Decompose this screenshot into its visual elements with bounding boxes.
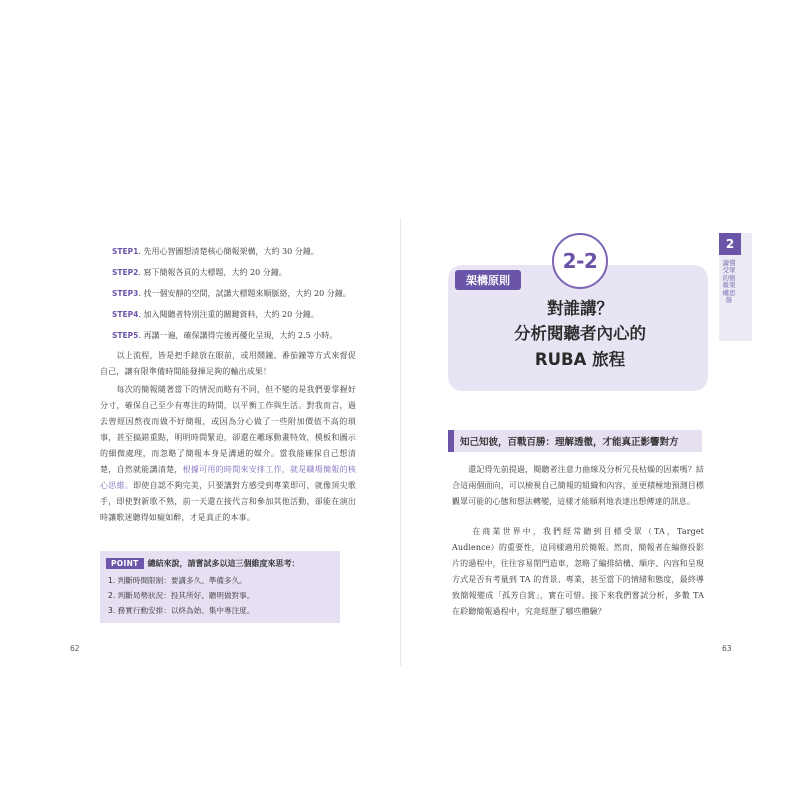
point-item: 2. 判斷局勢狀況：投其所好、聽明做對事。 [108,591,255,600]
step-text: . 先用心智圖想清楚核心簡報架構，大約 30 分鐘。 [138,247,319,256]
title-line: 對誰講？ [547,299,613,318]
step-tag: STEP2 [112,268,139,277]
body-paragraph: 還記得先前提過，閱聽者注意力曲線及分析冗長枯燥的因素嗎？結合這兩個面向，可以檢視自己簡報的組織和內容，並更積極地預測目標觀眾可能的心態和想法轉變，這樣才能順利地表達出想傳達的訊息。 [452,465,704,506]
step-item [112,288,372,309]
section-tag: 架構原則 [455,270,521,290]
step-text: . 再講一遍，確保講得完後再優化呈現，大約 2.5 小時。 [138,331,338,340]
step-list [112,246,372,351]
point-item: 1. 判斷時間限制：要講多久、準備多久。 [108,576,247,585]
step-text: . 找一個安靜的空間，試講大標題來順脈絡，大約 20 分鐘。 [138,289,351,298]
body-paragraph: 在商業世界中，我們經常聽到目標受眾（TA，Target Audience）的重要性，這同樣適用於簡報。然而，簡報者在編修投影片的過程中，往往容易閉門造車，忽略了編排結構、順序、內容和呈現方式是否有考量到 TA 的背景、專業，甚至當下的情緒和態度，最終導致簡報變成「孤芳自賞」，實在可惜。接下來我們嘗試分析，多數 TA 在聆聽簡報過程中，究竟經歷了哪些體驗？ [452,527,704,616]
step-tag: STEP5 [112,331,139,340]
body-paragraph [100,382,356,526]
step-item [112,246,372,267]
title-line: RUBA 旅程 [534,350,626,369]
chapter-number: 2 [719,233,741,255]
section-title [460,297,700,373]
chapter-label: 讀懂受眾的簡報架構思維 [722,259,736,305]
step-tag: STEP3 [112,289,139,298]
highlighted-text: 根據可用的時間來安排工作，就是職場簡報的核心思維。 [100,465,357,490]
step-text: . 加入閱聽者特別注重的關鍵資料，大約 20 分鐘。 [138,310,319,319]
step-tag: STEP4 [112,310,139,319]
point-title: 總結來說，請嘗試多以這三個維度來思考： [147,558,300,568]
point-box [100,551,340,623]
step-item [112,309,372,330]
paragraph-text: 每次的簡報隨著當下的情況而略有不同，但不變的是我們要掌握好分寸，確保自己至少有專注的時間，以平衡工作與生活。對我而言，過去曾經因熬夜而做不好簡報，或因為分心做了一些附加價值不高的瑣事，甚至搞錯重點，明明時間緊迫，卻還在雕琢動畫特效，模板和圖示的細微處理，而忽略了簡報本身是溝通的媒介。當我能確保自己想清楚，自然就能講清楚， [100,385,356,474]
step-tag: STEP1 [112,247,139,256]
page-fold [400,218,401,666]
page-number-right: 63 [722,644,732,653]
point-list [108,573,254,618]
step-text: . 寫下簡報各頁的大標題，大約 20 分鐘。 [138,268,287,277]
point-item: 3. 務實行動安排：以終為始、集中專注度。 [108,606,255,615]
subsection-banner: 知己知彼，百戰百勝：理解透徹，才能真正影響對方 [448,430,702,452]
body-paragraph: 以上流程，皆是把手錶放在眼前，或用鬧鐘、番茄鐘等方式來督促自己，讓有限準備時間能發揮足夠的輸出成果！ [100,351,356,376]
step-item [112,267,372,288]
section-number-circle [552,233,608,289]
title-line: 分析閱聽者內心的 [514,324,646,343]
paragraph-text: 即使自認不夠完美，只要講對方感受到專業即可，就像頂尖歌手，即使對新歌不熟，前一天還在接代言和參加其他活動，卻能在演出時讓歌迷聽得如癡如醉，才是真正的本事。 [100,481,356,522]
point-header [106,556,300,570]
section-number: 2-2 [562,249,598,273]
page-number-left: 62 [70,644,80,653]
point-badge: POINT [106,558,144,569]
